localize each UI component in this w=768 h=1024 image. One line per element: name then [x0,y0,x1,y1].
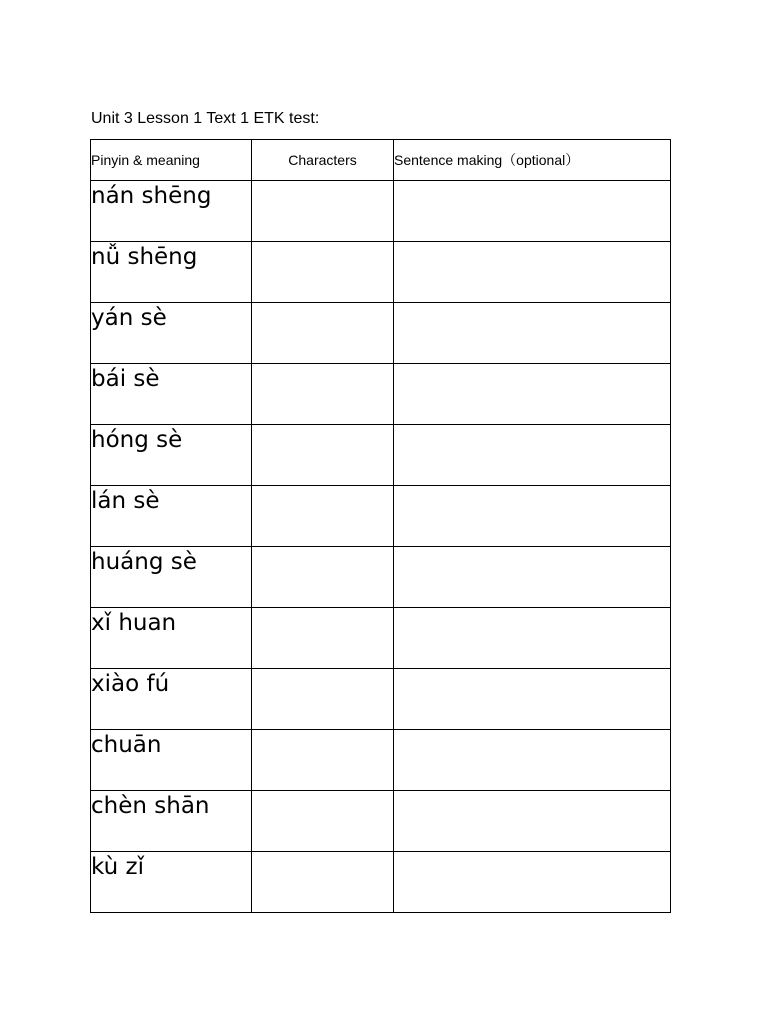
table-row [91,608,671,669]
table-row [91,730,671,791]
sentence-answer-cell[interactable] [394,669,671,730]
table-header-row [91,140,671,181]
pinyin-cell: xiào fú [91,669,252,730]
sentence-answer-cell[interactable] [394,730,671,791]
pinyin-cell: lán sè [91,486,252,547]
characters-answer-cell[interactable] [252,181,394,242]
table-row [91,181,671,242]
table-row [91,547,671,608]
characters-answer-cell[interactable] [252,303,394,364]
characters-answer-cell[interactable] [252,669,394,730]
pinyin-cell: chuān [91,730,252,791]
table-row [91,364,671,425]
table-row [91,242,671,303]
characters-answer-cell[interactable] [252,791,394,852]
vocabulary-table [90,139,671,913]
sentence-answer-cell[interactable] [394,486,671,547]
table-row [91,486,671,547]
sentence-answer-cell[interactable] [394,242,671,303]
table-row [91,669,671,730]
sentence-answer-cell[interactable] [394,425,671,486]
pinyin-cell: nǚ shēng [91,242,252,303]
characters-answer-cell[interactable] [252,364,394,425]
pinyin-cell: hóng sè [91,425,252,486]
pinyin-cell: xǐ huan [91,608,252,669]
sentence-answer-cell[interactable] [394,547,671,608]
header-pinyin-meaning: Pinyin & meaning [91,140,252,181]
sentence-answer-cell[interactable] [394,181,671,242]
pinyin-cell: yán sè [91,303,252,364]
characters-answer-cell[interactable] [252,730,394,791]
table-row [91,425,671,486]
pinyin-cell: huáng sè [91,547,252,608]
pinyin-cell: chèn shān [91,791,252,852]
characters-answer-cell[interactable] [252,608,394,669]
table-body [91,181,671,913]
sentence-answer-cell[interactable] [394,608,671,669]
characters-answer-cell[interactable] [252,242,394,303]
characters-answer-cell[interactable] [252,852,394,913]
sentence-answer-cell[interactable] [394,852,671,913]
pinyin-cell: bái sè [91,364,252,425]
sentence-answer-cell[interactable] [394,791,671,852]
table-row [91,852,671,913]
characters-answer-cell[interactable] [252,425,394,486]
header-characters: Characters [252,140,394,181]
table-row [91,791,671,852]
sentence-answer-cell[interactable] [394,364,671,425]
characters-answer-cell[interactable] [252,486,394,547]
pinyin-cell: nán shēng [91,181,252,242]
header-sentence-making: Sentence making（optional） [394,140,671,181]
characters-answer-cell[interactable] [252,547,394,608]
pinyin-cell: kù zǐ [91,852,252,913]
sentence-answer-cell[interactable] [394,303,671,364]
table-row [91,303,671,364]
page-title: Unit 3 Lesson 1 Text 1 ETK test: [91,110,320,127]
